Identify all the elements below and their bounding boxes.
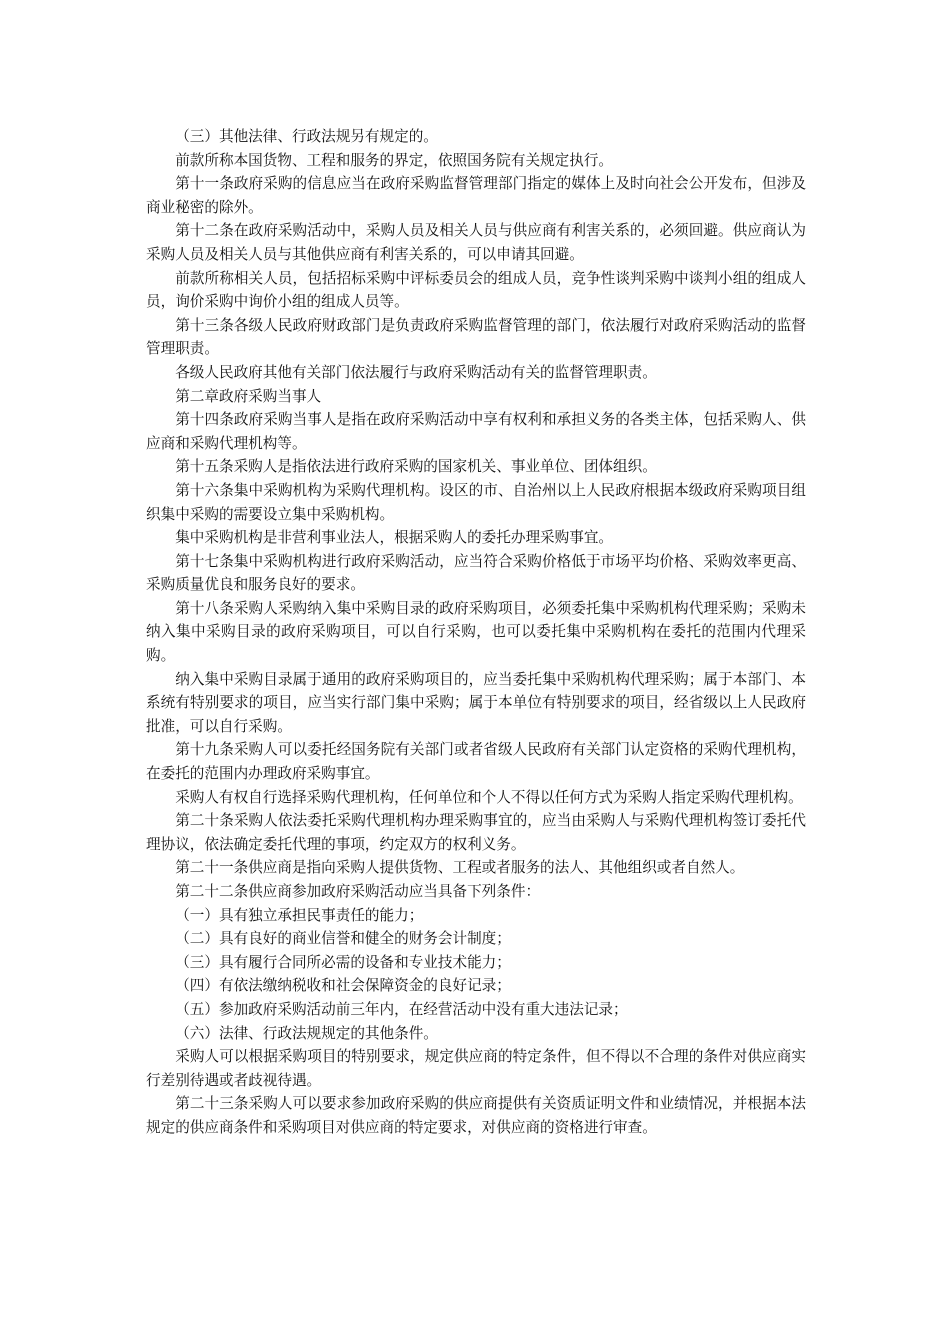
paragraph-9: 第十四条政府采购当事人是指在政府采购活动中享有权利和承担义务的各类主体，包括采购人、供应商和采购代理机构等。 — [146, 411, 806, 452]
list-item-5: （五）参加政府采购活动前三年内，在经营活动中没有重大违法记录； — [175, 1000, 628, 1018]
paragraph-3: 第十一条政府采购的信息应当在政府采购监督管理部门指定的媒体上及时向社会公开发布，但涉及商业秘密的除外。 — [146, 175, 806, 216]
paragraph-15: 纳入集中采购目录属于通用的政府采购项目的，应当委托集中采购机构代理采购；属于本部门、本系统有特别要求的项目，应当实行部门集中采购；属于本单位有特别要求的项目，经省级以上人民政府批准，可以自行采购。 — [146, 670, 806, 735]
paragraph-18: 第二十条采购人依法委托采购代理机构办理采购事宜的，应当由采购人与采购代理机构签订委托代理协议，依法确定委托代理的事项，约定双方的权利义务。 — [146, 812, 806, 853]
paragraph-2: 前款所称本国货物、工程和服务的界定，依照国务院有关规定执行。 — [175, 151, 614, 169]
paragraph-12: 集中采购机构是非营利事业法人，根据采购人的委托办理采购事宜。 — [175, 529, 614, 547]
paragraph-14: 第十八条采购人采购纳入集中采购目录的政府采购项目，必须委托集中采购机构代理采购；采购未纳入集中采购目录的政府采购项目，可以自行采购，也可以委托集中采购机构在委托的范围内代理采购。 — [146, 599, 806, 665]
paragraph-10: 第十五条采购人是指依法进行政府采购的国家机关、事业单位、团体组织。 — [175, 458, 657, 476]
paragraph-19: 第二十一条供应商是指向采购人提供货物、工程或者服务的法人、其他组织或者自然人。 — [175, 859, 745, 877]
paragraph-16: 第十九条采购人可以委托经国务院有关部门或者省级人民政府有关部门认定资格的采购代理机构，在委托的范围内办理政府采购事宜。 — [146, 741, 806, 783]
paragraph-27: 采购人可以根据采购项目的特别要求，规定供应商的特定条件，但不得以不合理的条件对供应商实行差别待遇或者歧视待遇。 — [146, 1048, 806, 1089]
list-item-4: （四）有依法缴纳税收和社会保障资金的良好记录； — [175, 977, 511, 995]
list-item-1: （一）具有独立承担民事责任的能力； — [175, 906, 424, 924]
paragraph-1: （三）其他法律、行政法规另有规定的。 — [175, 128, 438, 145]
paragraph-13: 第十七条集中采购机构进行政府采购活动，应当符合采购价格低于市场平均价格、采购效率更高、采购质量优良和服务良好的要求。 — [146, 552, 806, 594]
paragraph-7: 各级人民政府其他有关部门依法履行与政府采购活动有关的监督管理职责。 — [175, 363, 657, 381]
chapter-heading: 第二章政府采购当事人 — [175, 387, 322, 405]
document-body — [146, 125, 806, 1140]
list-item-3: （三）具有履行合同所必需的设备和专业技术能力； — [175, 953, 511, 971]
list-item-6: （六）法律、行政法规规定的其他条件。 — [175, 1024, 438, 1042]
paragraph-28: 第二十三条采购人可以要求参加政府采购的供应商提供有关资质证明文件和业绩情况，并根据本法规定的供应商条件和采购项目对供应商的特定要求，对供应商的资格进行审查。 — [146, 1095, 806, 1136]
paragraph-11: 第十六条集中采购机构为采购代理机构。设区的市、自治州以上人民政府根据本级政府采购项目组织集中采购的需要设立集中采购机构。 — [146, 481, 806, 523]
list-item-2: （二）具有良好的商业信誉和健全的财务会计制度； — [175, 930, 511, 948]
paragraph-20: 第二十二条供应商参加政府采购活动应当具备下列条件： — [175, 883, 541, 900]
paragraph-4: 第十二条在政府采购活动中，采购人员及相关人员与供应商有利害关系的，必须回避。供应商认为采购人员及相关人员与其他供应商有利害关系的，可以申请其回避。 — [146, 222, 806, 263]
paragraph-6: 第十三条各级人民政府财政部门是负责政府采购监督管理的部门，依法履行对政府采购活动的监督管理职责。 — [146, 316, 806, 358]
paragraph-5: 前款所称相关人员，包括招标采购中评标委员会的组成人员，竞争性谈判采购中谈判小组的组成人员，询价采购中询价小组的组成人员等。 — [146, 269, 806, 311]
paragraph-17: 采购人有权自行选择采购代理机构，任何单位和个人不得以任何方式为采购人指定采购代理机构。 — [175, 788, 803, 806]
